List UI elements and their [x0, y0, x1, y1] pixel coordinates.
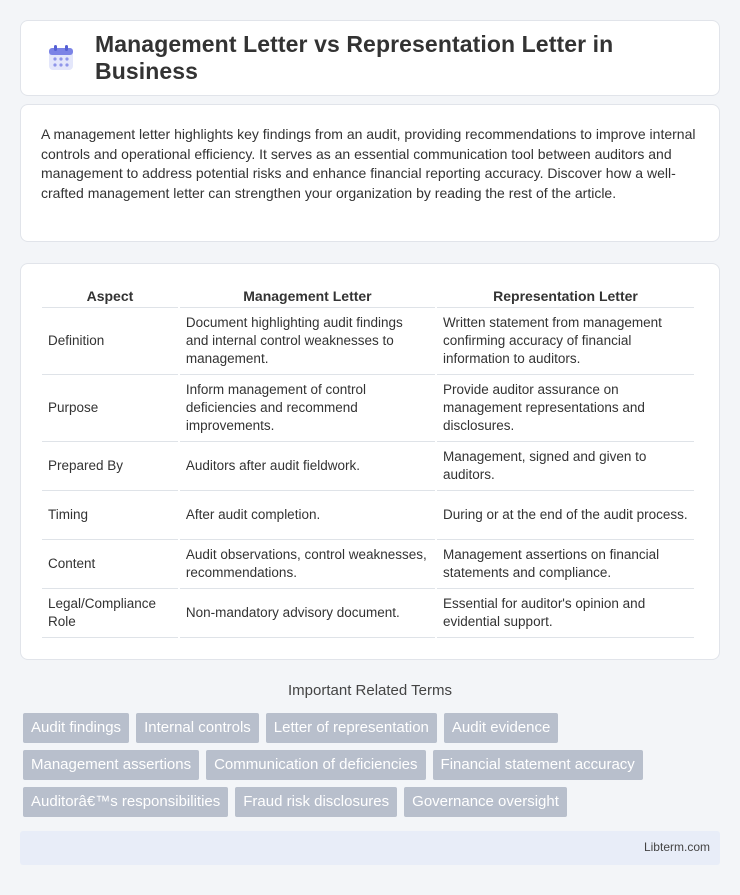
header-card [20, 20, 720, 96]
intro-card [20, 104, 720, 242]
cell-representation-letter: Management assertions on financial statements and compliance. [437, 540, 694, 589]
tag-fraud-risk-disclosures[interactable]: Fraud risk disclosures [235, 787, 397, 817]
cell-aspect: Content [42, 540, 178, 589]
header-aspect: Aspect [42, 286, 178, 308]
cell-management-letter: Auditors after audit fieldwork. [180, 442, 435, 491]
tag-communication-of-deficiencies[interactable]: Communication of deficiencies [206, 750, 425, 780]
table-row [42, 308, 694, 375]
header-representation-letter: Representation Letter [437, 286, 694, 308]
tag-internal-controls[interactable]: Internal controls [136, 713, 259, 743]
tag-row [23, 713, 723, 743]
cell-management-letter: Document highlighting audit findings and internal control weaknesses to management. [180, 308, 435, 375]
cell-aspect: Legal/Compliance Role [42, 589, 178, 638]
cell-representation-letter: Written statement from management confirming accuracy of financial information to auditors. [437, 308, 694, 375]
table-row [42, 491, 694, 540]
related-terms-title: Important Related Terms [288, 682, 452, 699]
cell-aspect: Purpose [42, 375, 178, 442]
tag-auditors-responsibilities[interactable]: Auditorâ€™s responsibilities [23, 787, 228, 817]
table-header-row [42, 286, 694, 308]
page-title: Management Letter vs Representation Letter in Business [95, 31, 614, 84]
cell-aspect: Timing [42, 491, 178, 540]
cell-management-letter: Inform management of control deficiencies and recommend improvements. [180, 375, 435, 442]
cell-management-letter: Non-mandatory advisory document. [180, 589, 435, 638]
related-terms [23, 713, 723, 824]
cell-representation-letter: Management, signed and given to auditors. [437, 442, 694, 491]
tag-financial-statement-accuracy[interactable]: Financial statement accuracy [433, 750, 643, 780]
tag-row [23, 787, 723, 817]
tag-management-assertions[interactable]: Management assertions [23, 750, 199, 780]
cell-aspect: Definition [42, 308, 178, 375]
tag-row [23, 750, 723, 780]
intro-text: A management letter highlights key findings from an audit, providing recommendations to improve internal controls and operational efficiency. It serves as an essential communication tool between auditors and management to address potential risks and enhance financial reporting accuracy. Discover how a well-crafted management letter can strengthen your organization by reading the rest of the article. [41, 126, 696, 201]
tag-audit-findings[interactable]: Audit findings [23, 713, 129, 743]
table-row [42, 442, 694, 491]
cell-representation-letter: During or at the end of the audit process. [437, 491, 694, 540]
header-management-letter: Management Letter [180, 286, 435, 308]
table-row [42, 540, 694, 589]
table-row [42, 589, 694, 638]
cell-management-letter: After audit completion. [180, 491, 435, 540]
comparison-table [40, 286, 696, 638]
tag-governance-oversight[interactable]: Governance oversight [404, 787, 567, 817]
calendar-icon [47, 44, 75, 72]
cell-representation-letter: Essential for auditor's opinion and evidential support. [437, 589, 694, 638]
cell-management-letter: Audit observations, control weaknesses, recommendations. [180, 540, 435, 589]
cell-aspect: Prepared By [42, 442, 178, 491]
tag-letter-of-representation[interactable]: Letter of representation [266, 713, 437, 743]
comparison-card [20, 263, 720, 660]
table-row [42, 375, 694, 442]
footer [20, 831, 720, 865]
tag-audit-evidence[interactable]: Audit evidence [444, 713, 558, 743]
footer-site-link[interactable]: Libterm.com [643, 840, 710, 854]
cell-representation-letter: Provide auditor assurance on management representations and disclosures. [437, 375, 694, 442]
